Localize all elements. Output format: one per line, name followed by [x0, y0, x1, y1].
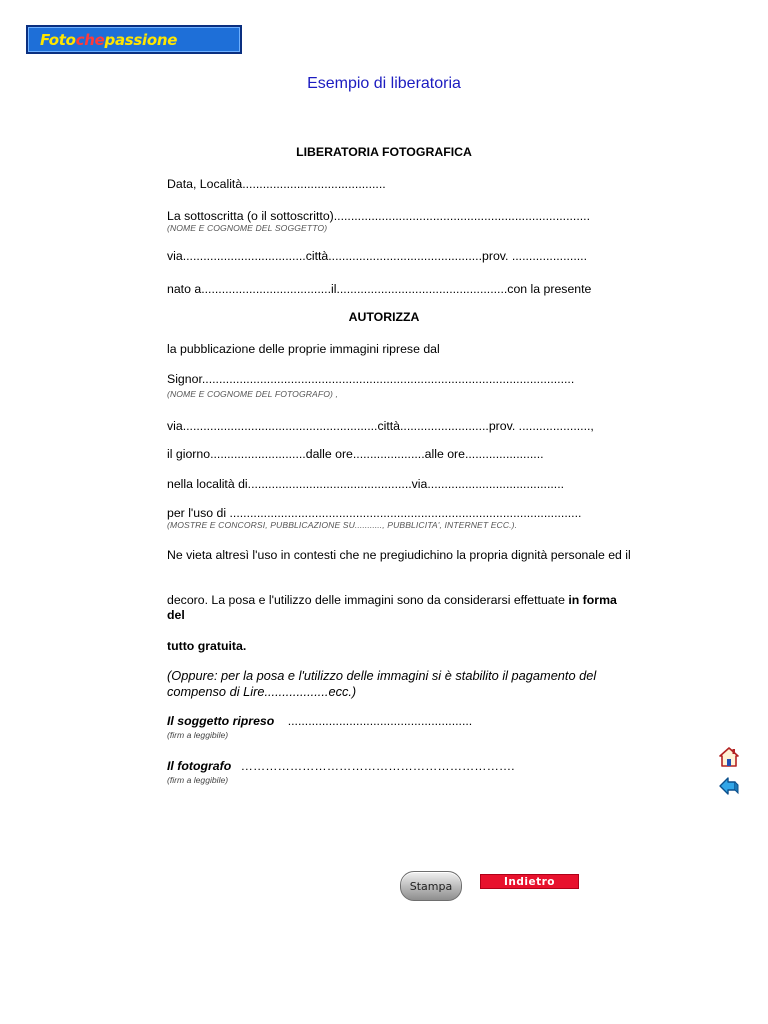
- birth-line: nato a......................................il..................................................con la presente: [167, 282, 592, 296]
- undersigned-note: (NOME E COGNOME DEL SOGGETTO): [167, 223, 328, 233]
- free-use-bold: in forma del: [167, 593, 617, 622]
- back-button[interactable]: Indietro: [480, 874, 579, 889]
- undersigned-line: La sottoscritta (o il sottoscritto)...........................................................................: [167, 209, 590, 223]
- site-logo[interactable]: [26, 25, 242, 54]
- subject-signature-label: Il soggetto ripreso: [167, 714, 275, 728]
- subject-signature-line: [167, 714, 472, 729]
- back-arrow-icon[interactable]: [718, 775, 740, 797]
- page-title: Esempio di liberatoria: [307, 75, 461, 92]
- address-line: via....................................città.............................................prov. ......................: [167, 249, 588, 263]
- address-line-2: via.........................................................città..........................prov. .....................,: [167, 419, 594, 433]
- logo-text-passione: passione: [104, 30, 178, 49]
- home-icon[interactable]: [718, 746, 740, 768]
- print-button[interactable]: Stampa: [400, 871, 462, 901]
- free-use-text: decoro. La posa e l'utilizzo delle immagini sono da considerarsi effettuate: [167, 593, 569, 607]
- date-location-line: Data, Località..........................................: [167, 177, 386, 191]
- publication-line: la pubblicazione delle proprie immagini riprese dal: [167, 342, 440, 356]
- photographer-note: (NOME E COGNOME DEL FOTOGRAFO) ,: [167, 389, 338, 399]
- photographer-signature-line: [167, 759, 515, 774]
- authorize-heading: AUTORIZZA: [348, 310, 420, 324]
- logo-text-foto: Foto: [40, 30, 76, 49]
- free-use-end: tutto gratuita.: [167, 639, 247, 653]
- usage-note: (MOSTRE E CONCORSI, PUBBLICAZIONE SU..........., PUBBLICITA', INTERNET ECC.).: [167, 520, 518, 530]
- photographer-signature-label: Il fotografo: [167, 759, 232, 773]
- photographer-signature-note: (firm a leggibile): [167, 775, 229, 785]
- date-time-line: il giorno............................dalle ore.....................alle ore.......................: [167, 447, 544, 461]
- subject-signature-dots: ......................................................: [287, 714, 473, 728]
- free-use-paragraph: [167, 593, 637, 623]
- place-line: nella località di................................................via........................................: [167, 477, 565, 491]
- prohibition-paragraph: Ne vieta altresì l'uso in contesti che ne pregiudichino la propria dignità personale ed il: [167, 548, 631, 562]
- usage-line: per l'uso di .......................................................................................................: [167, 506, 582, 520]
- logo-text-che: che: [75, 30, 105, 49]
- subject-signature-note: (firm a leggibile): [167, 730, 229, 740]
- document-title: LIBERATORIA FOTOGRAFICA: [296, 145, 472, 159]
- payment-alternative: (Oppure: per la posa e l'utilizzo delle immagini si è stabilito il pagamento del compenso di Lire..................ecc.): [167, 668, 597, 699]
- photographer-line: Signor.............................................................................................................: [167, 372, 575, 386]
- photographer-signature-dots: ………………………………………………………….: [240, 759, 515, 773]
